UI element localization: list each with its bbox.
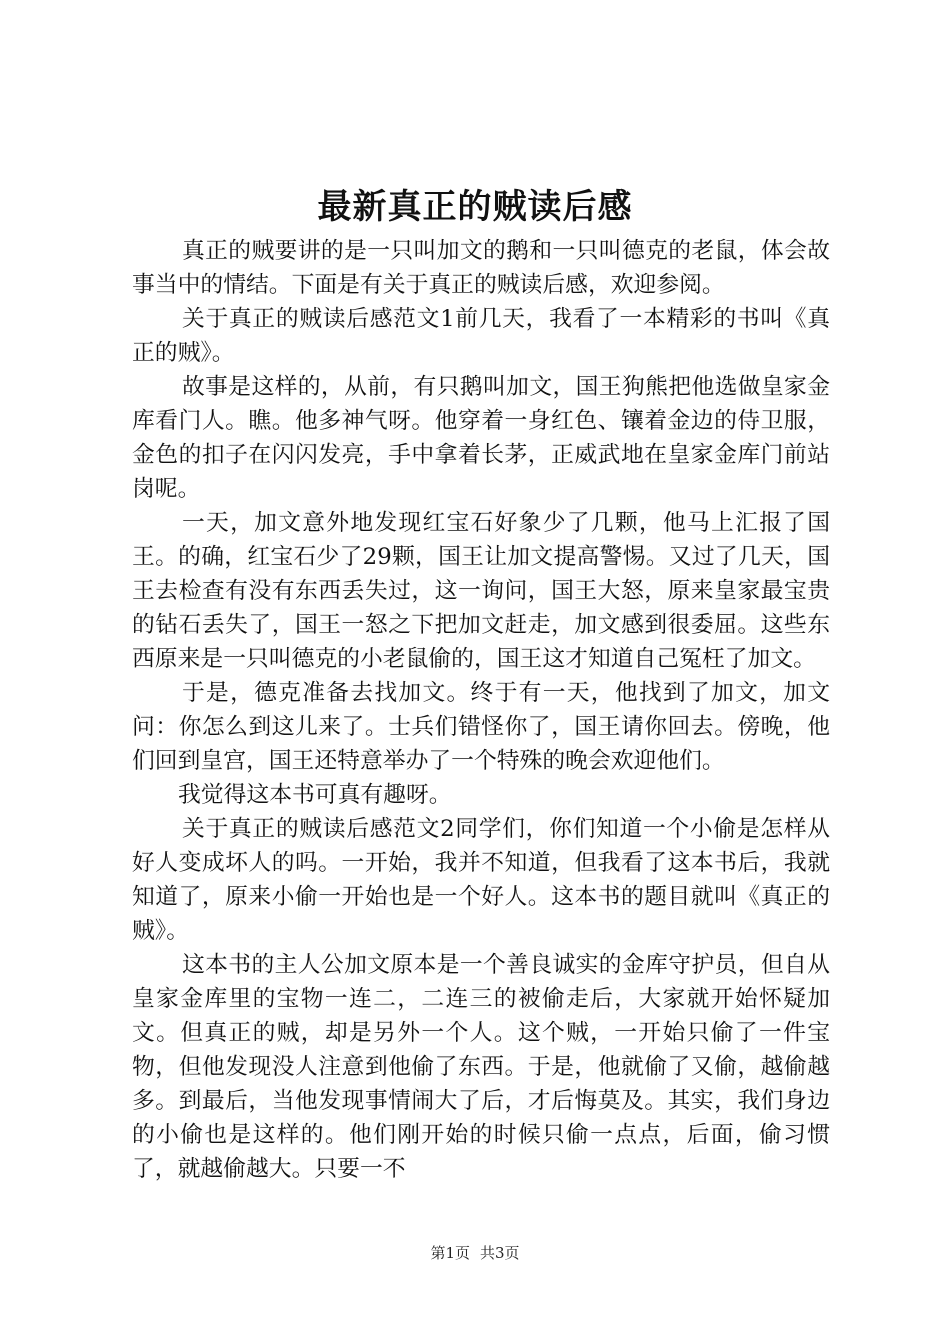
paragraph-conclusion-1: 我觉得这本书可真有趣呀。 — [178, 782, 452, 808]
paragraph-story-start: 故事是这样的，从前，有只鹅叫加文，国王狗熊把他选做皇家金库看门人。瞧。他多神气呀。他穿着一身红色、镶着金边的侍卫服，金色的扣子在闪闪发亮，手中拿着长茅，正威武地在皇家金库门前站岗呢。 — [132, 374, 830, 502]
page-total: 共3页 — [480, 1244, 520, 1262]
paragraph-protagonist: 这本书的主人公加文原本是一个善良诚实的金库守护员，但自从皇家金库里的宝物一连二，二连三的被偷走后，大家就开始怀疑加文。但真正的贼，却是另外一个人。这个贼，一开始只偷了一件宝物，但他发现没人注意到他偷了东西。于是，他就偷了又偷，越偷越多。到最后，当他发现事情闹大了后，才后悔莫及。其实，我们身边的小偷也是这样的。他们刚开始的时候只偷一点点，后面，偷习惯了，就越偷越大。只要一不 — [132, 952, 830, 1182]
page-footer — [0, 1243, 950, 1263]
paragraph-ruby-missing: 一天，加文意外地发现红宝石好象少了几颗，他马上汇报了国王。的确，红宝石少了29颗，国王让加文提高警惕。又过了几天，国王去检查有没有东西丢失过，这一询问，国王大怒，原来皇家最宝贵的钻石丢失了，国王一怒之下把加文赶走，加文感到很委屈。这些东西原来是一只叫德克的小老鼠偷的，国王这才知道自己冤枉了加文。 — [132, 510, 830, 672]
paragraph-derek-finds-gavin: 于是，德克准备去找加文。终于有一天，他找到了加文，加文问：你怎么到这儿来了。士兵们错怪你了，国王请你回去。傍晚，他们回到皇宫，国王还特意举办了一个特殊的晚会欢迎他们。 — [132, 680, 830, 774]
paragraph-intro: 真正的贼要讲的是一只叫加文的鹅和一只叫德克的老鼠，体会故事当中的情结。下面是有关于真正的贼读后感，欢迎参阅。 — [132, 238, 830, 298]
document-title: 最新真正的贼读后感 — [317, 187, 633, 227]
page-number: 第1页 — [430, 1244, 470, 1262]
paragraph-essay-1-heading: 关于真正的贼读后感范文1前几天，我看了一本精彩的书叫《真正的贼》。 — [132, 306, 830, 366]
document-body — [132, 234, 830, 1186]
paragraph-essay-2-heading: 关于真正的贼读后感范文2同学们，你们知道一个小偷是怎样从好人变成坏人的吗。一开始，我并不知道，但我看了这本书后，我就知道了，原来小偷一开始也是一个好人。这本书的题目就叫《真正的贼》。 — [132, 816, 830, 944]
